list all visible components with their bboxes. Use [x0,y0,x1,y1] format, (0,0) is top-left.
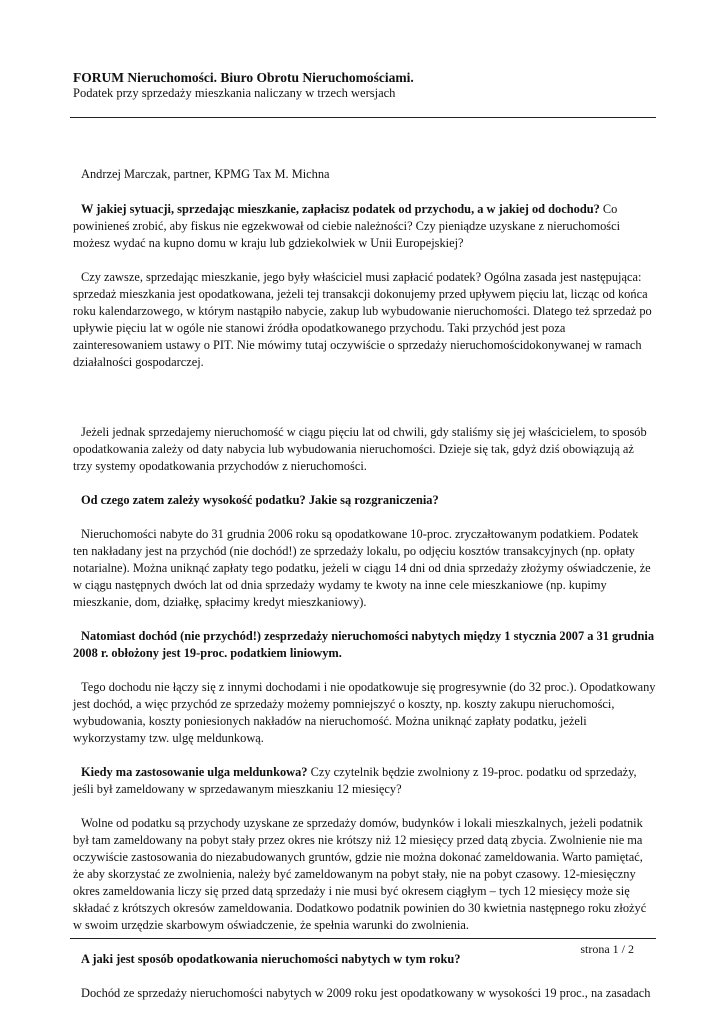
footer-divider [70,938,656,939]
header-divider [70,117,656,118]
question-3-text: Czy czytelnik będzie zwolniony z 19-proc. podatku od sprzedaży, jeśli był zameldowany w sprzedawanym mieszkaniu 12 miesięcy? [73,765,637,796]
author-line: Andrzej Marczak, partner, KPMG Tax M. Michna [81,167,330,181]
lead-question: W jakiej sytuacji, sprzedając mieszkanie, zapłacisz podatek od przychodu, a w jakiej od dochodu? [81,202,600,216]
paragraph-general-rule: Czy zawsze, sprzedając mieszkanie, jego były właściciel musi zapłacić podatek? Ogólna zasada jest następująca: sprzedaż mieszkania jest opodatkowana, jeżeli tej transakcji dokonujemy przed upływem pięciu lat, licząc od końca roku kalendarzowego, w którym nastąpiło nabycie, zakup lub wybudowanie nieruchomości. Dlatego też sprzedaż po upływie pięciu lat w ogóle nie stanowi źródła opodatkowanego przychodu. Taki przychód jest poza zainteresowaniem ustawy o PIT. Nie mówimy tutaj oczywiście o sprzedaży nieruchomościdokonywanej w ramach działalności gospodarczej. [73,270,652,369]
paragraph-question-3 [73,764,656,798]
question-heading-3: Kiedy ma zastosowanie ulga meldunkowa? [81,765,308,779]
article-title: Podatek przy sprzedaży mieszkania naliczany w trzech wersjach [73,86,396,100]
question-heading-2: Natomiast dochód (nie przychód!) zesprzedaży nieruchomości nabytych między 1 stycznia 2007 a 31 grudnia 2008 r. obłożony jest 19-proc. podatkiem liniowym. [73,629,655,660]
site-title: FORUM Nieruchomości. Biuro Obrotu Nieruchomościami. [73,70,414,85]
question-heading-1: Od czego zatem zależy wysokość podatku? Jakie są rozgraniczenia? [81,493,439,507]
paragraph-before-2007: Nieruchomości nabyte do 31 grudnia 2006 roku są opodatkowane 10-proc. zryczałtowanym podatkiem. Podatek ten nakładany jest na przychód (nie dochód!) ze sprzedaży lokalu, po odjęciu kosztów transakcyjnych (np. opłaty notarialne). Można uniknąć zapłaty tego podatku, jeżeli w ciągu 14 dni od dnia sprzedaży złożymy oświadczenie, że w ciągu następnych dwóch lat od dnia sprzedaży wydamy te kwoty na inne cele mieszkaniowe (np. kupimy mieszkanie, dom, działkę, spłacimy kredyt mieszkaniowy). [73,527,651,609]
paragraph-income-tax: Tego dochodu nie łączy się z innymi dochodami i nie opodatkowuje się progresywnie (do 32 proc.). Opodatkowany jest dochód, a więc przychód ze sprzedaży możemy pomniejszyć o koszty, np. koszty zakupu nieruchomości, wybudowania, koszty poniesionych nakładów na nieruchomość. Można uniknąć zapłaty podatku, jeżeli wykorzystamy tzw. ulgę meldunkową. [73,680,656,745]
paragraph-lead [73,201,656,252]
paragraph-2009: Dochód ze sprzedaży nieruchomości nabytych w 2009 roku jest opodatkowany w wysokości 19 proc., na zasadach [81,986,651,1000]
question-heading-4: A jaki jest sposób opodatkowania nieruchomości nabytych w tym roku? [81,952,461,966]
article-body [73,166,656,1002]
paragraph-five-years: Jeżeli jednak sprzedajemy nieruchomość w ciągu pięciu lat od chwili, gdy staliśmy się jej właścicielem, to sposób opodatkowania zależy od daty nabycia lub wybudowania nieruchomości. Dzieje się tak, gdyż dziś obowiązują aż trzy systemy opodatkowania przychodów z nieruchomości. [73,425,647,473]
paragraph-relief: Wolne od podatku są przychody uzyskane ze sprzedaży domów, budynków i lokali mieszkalnych, jeżeli podatnik był tam zameldowany na pobyt stały przez okres nie krótszy niż 12 miesięcy przed datą zbycia. Zwolnienie nie ma oczywiście zastosowania do niezabudowanych gruntów, gdzie nie można dokonać zameldowania. Warto pamiętać, że aby skorzystać ze zwolnienia, należy być zameldowanym na pobyt stały, nie na pobyt czasowy. 12-miesięczny okres zameldowania liczy się przed datą sprzedaży i nie musi być okresem ciągłym – tych 12 miesięcy może się składać z krótszych okresów zameldowania. Dodatkowo podatnik powinien do 30 kwietnia następnego roku złożyć w swoim urzędzie skarbowym oświadczenie, że spełnia warunki do zwolnienia. [73,816,647,932]
lead-text: Co powinieneś zrobić, aby fiskus nie egzekwował od ciebie należności? Czy pieniądze uzyskane z nieruchomości możesz wydać na kupno domu w kraju lub gdziekolwiek w Unii Europejskiej? [73,202,621,250]
page-number: strona 1 / 2 [580,942,634,956]
document-header [73,70,653,101]
